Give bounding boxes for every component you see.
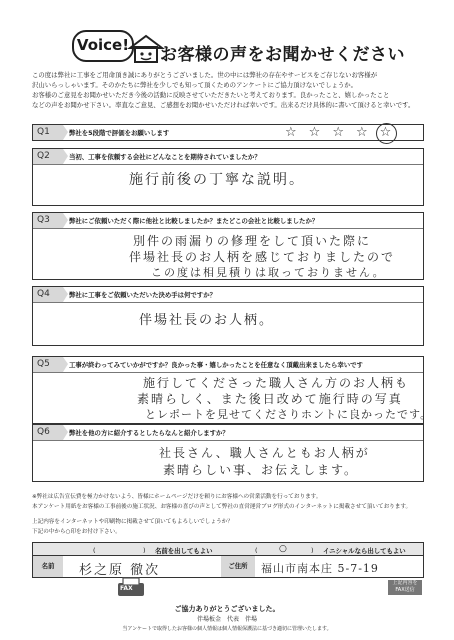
consent-paren: ) bbox=[311, 546, 314, 554]
address-value: 福山市南本庄 5-7-19 bbox=[261, 562, 379, 575]
answer-text: 施行してくださった職人さん方のお人柄も bbox=[143, 376, 410, 390]
question-header bbox=[33, 213, 423, 229]
intro-line: などの声をお聞かせ下さい。率直なご意見、ご感想をお聞かせいただければ幸いです。出来るだけ具体的に書いて頂けると幸いです。 bbox=[32, 101, 415, 109]
question-4 bbox=[32, 286, 424, 346]
question-text: 弊社にご依頼いただく際に他社と比較しましたか？またどこの会社と比較しましたか？ bbox=[69, 217, 319, 225]
star-icon: ☆ bbox=[285, 125, 297, 140]
customer-info bbox=[32, 556, 424, 578]
question-number: Q2 bbox=[37, 151, 50, 161]
note-line: ※弊社は広告宣伝費を極力かけないよう、皆様にホームページだけを頼りにお客様への営業活動を行っております。 bbox=[32, 494, 322, 500]
rating-stars bbox=[285, 125, 391, 140]
page-title: お客様の声をお聞かせください bbox=[160, 45, 405, 65]
answer-text: 素晴らしい事、お伝えします。 bbox=[163, 463, 359, 477]
question-number: Q4 bbox=[37, 289, 50, 299]
answer-text: 施行前後の丁寧な説明。 bbox=[129, 172, 305, 188]
star-icon: ☆ bbox=[355, 125, 368, 140]
question-number: Q5 bbox=[37, 359, 50, 369]
question-6 bbox=[32, 424, 424, 482]
consent-mark-2[interactable]: ○ bbox=[279, 544, 287, 554]
question-text: 弊社を他の方に紹介するとしたらなんと紹介しますか？ bbox=[69, 429, 229, 437]
name-label: 名前 bbox=[33, 556, 63, 577]
consent-option-1: 名前を出してもよい bbox=[155, 547, 213, 555]
fax-label: FAX bbox=[120, 585, 133, 592]
question-5 bbox=[32, 356, 433, 424]
answer-text: 社長さん、職人さんともお人柄が bbox=[159, 446, 370, 460]
question-header bbox=[33, 125, 423, 140]
company-name: 伴場板金 代表 伴場 bbox=[196, 616, 257, 623]
voice-badge: Voice! bbox=[72, 30, 134, 62]
answer-text: 伴場社長のお人柄を感じておりましたので bbox=[129, 250, 396, 264]
star-icon: ☆ bbox=[308, 125, 321, 140]
note-line: 上記内容をインターネットや印刷物に掲載させて頂いてもよろしいでしょうか？ bbox=[32, 519, 233, 525]
question-number: Q1 bbox=[37, 127, 50, 137]
consent-paren: ) bbox=[143, 546, 146, 554]
question-number: Q3 bbox=[37, 215, 50, 225]
answer-text: とレポートを見せてくださりホントに良かったです。 bbox=[145, 408, 433, 421]
question-3 bbox=[32, 212, 424, 280]
star-icon-selected: ☆ bbox=[379, 125, 392, 140]
question-header bbox=[33, 425, 423, 441]
star-icon: ☆ bbox=[332, 125, 344, 140]
question-header bbox=[33, 287, 423, 303]
consent-option-2: イニシャルなら出してもよい bbox=[323, 547, 406, 555]
question-1 bbox=[32, 124, 424, 141]
question-number: Q6 bbox=[37, 427, 50, 437]
consent-options bbox=[32, 542, 424, 556]
note-line: 下記の中から○印をお付け下さい。 bbox=[32, 529, 121, 535]
fax-badge: 上記内容をFAX送信 bbox=[388, 580, 422, 595]
question-text: 当初、工事を依頼する会社にどんなことを期待されていましたか？ bbox=[69, 153, 261, 161]
question-text: 工事が終わってみていかがですか？良かった事・嬉しかったことを任意なく頂戴出来ましたら幸いです bbox=[69, 361, 363, 369]
intro-text bbox=[32, 70, 428, 110]
consent-paren: ( bbox=[255, 546, 258, 554]
intro-line: 沢山いらっしゃいます。そのかたちに弊社を少しでも知って頂くためのアンケートにご協力頂けないでしょうか。 bbox=[32, 81, 358, 89]
answer-text: この度は相見積りは取っておりません。 bbox=[151, 266, 386, 279]
question-text: 弊社を5段階で評価をお願いします bbox=[69, 129, 170, 137]
answer-text: 素晴らしく、また後日改めて施行時の写真 bbox=[137, 392, 403, 406]
name-value: 杉之原 徹次 bbox=[79, 563, 161, 578]
question-2 bbox=[32, 148, 424, 206]
note-line: 本アンケート用紙をお客様の工事前後の施工状況、お客様の喜びの声として弊社の直営運営ブログ形式のインターネットに掲載させて頂いております。 bbox=[32, 504, 412, 510]
privacy-note: 当アンケートで取得したお客様の個人情報は個人情報保護法に基づき適切に管理いたします。 bbox=[122, 626, 332, 632]
question-header bbox=[33, 357, 423, 373]
address-label: ご住所 bbox=[221, 556, 255, 577]
consent-paren: ( bbox=[93, 546, 96, 554]
answer-text: 伴場社長のお人柄。 bbox=[139, 313, 275, 328]
question-header bbox=[33, 149, 423, 165]
question-text: 弊社に工事をご依頼いただいた決め手は何ですか？ bbox=[69, 291, 216, 299]
intro-line: お客様のご意見をお聞かせいただき今後の活動に反映させていただきたいと考えております。良かったこと、嬉しかったこと bbox=[32, 91, 390, 99]
intro-line: この度は弊社に工事をご用命頂き誠にありがとうございました。世の中には弊社の存在やサービスをご存じないお客様が bbox=[32, 71, 378, 79]
answer-text: 別件の雨漏りの修理をして頂いた際に bbox=[133, 234, 372, 248]
thanks-text: ご協力ありがとうございました。 bbox=[174, 605, 280, 613]
